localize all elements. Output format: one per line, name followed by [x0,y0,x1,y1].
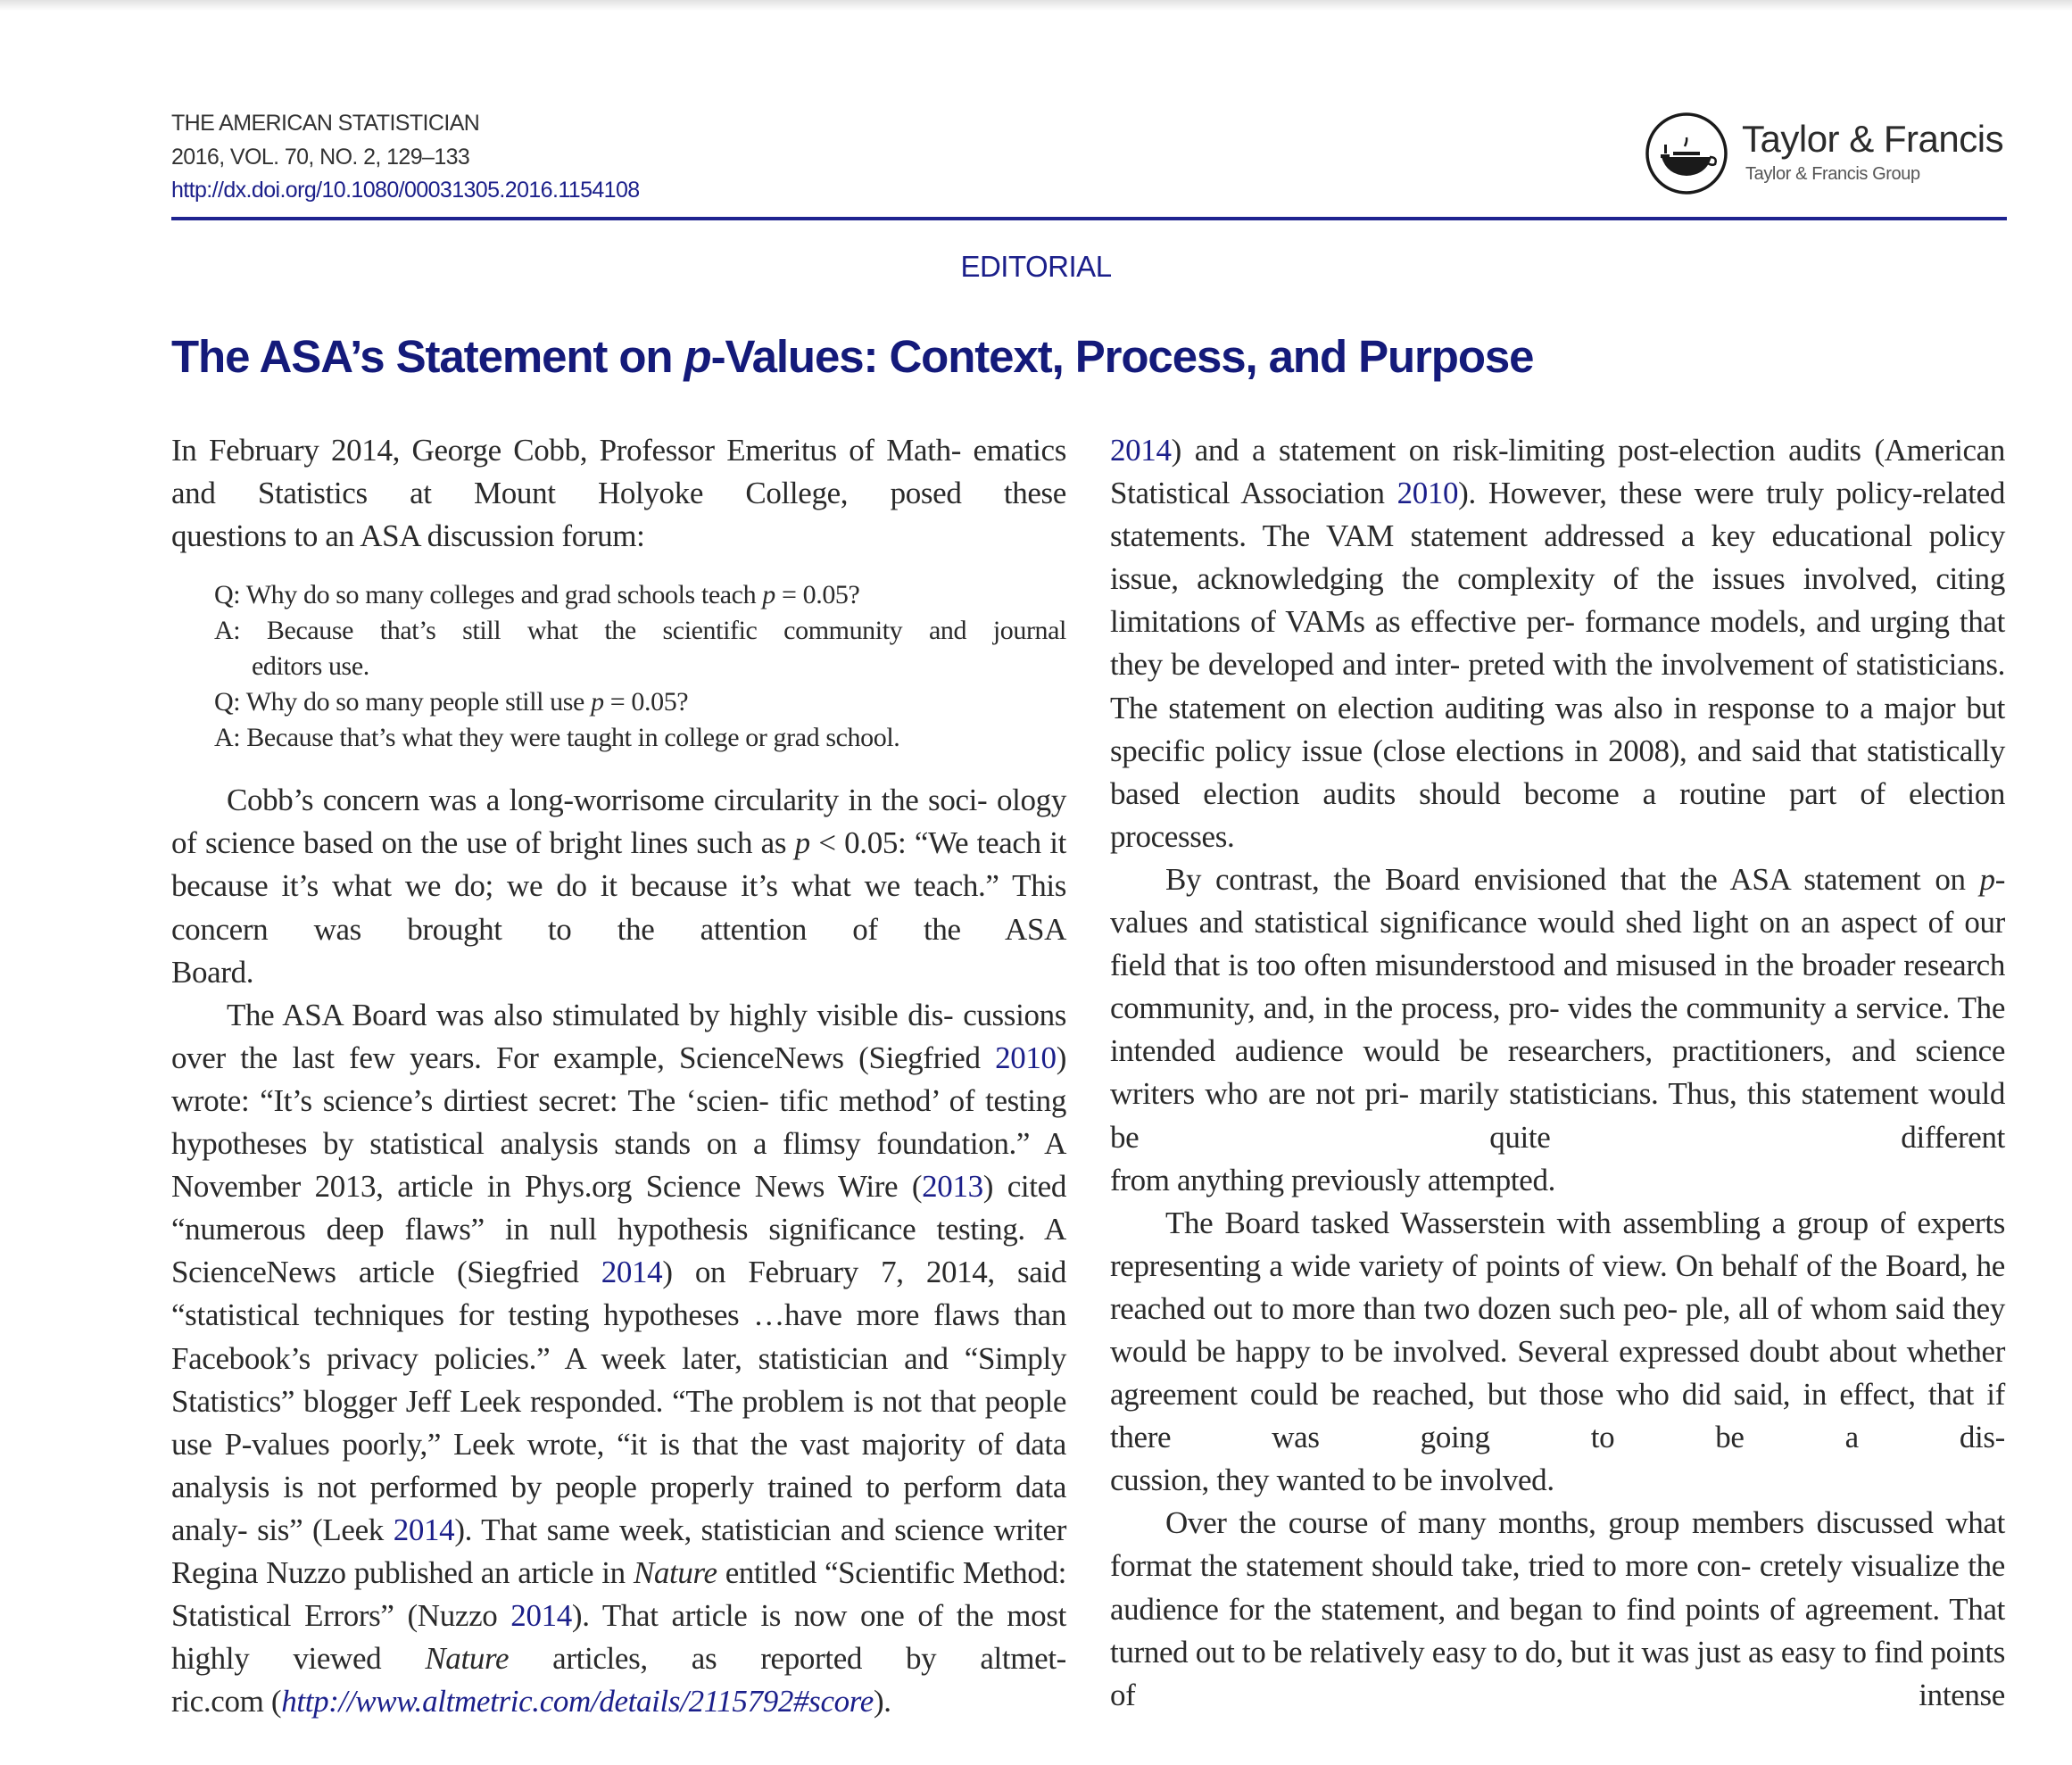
paragraph-cobb-concern-end [171,951,1066,994]
text-run: formance models, and urging that they be developed and inter- [1110,604,2005,683]
citation-link[interactable]: 2010 [1397,476,1459,511]
text-run: what format the statement should take, tried to more con- [1110,1505,2005,1584]
text-run: responded. “The problem is not that people use P-values poorly,” [171,1383,1066,1462]
text-run: Science News Wire ( [645,1169,923,1205]
paragraph-board-tasked [1110,1202,2005,1460]
paragraph-board-stimulated-end [171,1680,1066,1723]
citation-link[interactable]: 2014 [601,1255,663,1290]
text-run: Q: Why do so many people still use [214,687,592,717]
text-run: The Board tasked Wasserstein with assembling a group of [1165,1205,1906,1240]
header-divider [171,217,2007,220]
text-run: (Siegfried [858,1040,996,1075]
text-run: A: Because that’s what they were taught in college or grad school. [214,723,900,753]
text-run: policy issue (close elections in 2008), and said that statistically [1214,733,2005,768]
citation-link[interactable]: 2010 [995,1040,1057,1075]
text-run: cussions over the last few years. For example, ScienceNews [171,997,1067,1075]
text-run: marily statisticians. Thus, this statement would be quite different [1110,1076,2005,1155]
text-run: ). That same week, statistician and science writer [454,1512,1066,1547]
paragraph-policy-statements [1110,429,2005,816]
text-run: to find points of agreement. That turned out to be relatively [1110,1591,2006,1670]
text-run: = 0.05? [775,580,860,610]
text-run: In February 2014, George Cobb, Professor Emeritus of Math- [171,433,962,468]
paragraph-intro [171,429,1066,515]
text-run: cretely visualize the audience for the statement, and began [1110,1548,2005,1627]
text-run: Cobb’s concern was a long-worrisome circularity in the soci- [227,783,988,818]
text-run: in the broader research community, and, in the process, pro- [1110,948,2005,1026]
text-run: articles, as reported by altmet- [509,1641,1066,1677]
paragraph-by-contrast [1110,858,2005,1159]
paragraph-by-contrast-end [1110,1159,2005,1202]
citation-link[interactable]: 2013 [922,1169,983,1205]
text-run: By contrast, the Board envisioned that the ASA statement [1165,861,1921,897]
text-run: easy to do, but it was just as easy to find points of intense [1110,1634,2006,1712]
text-run: vides the community a service. The intended audience would be [1110,990,2005,1069]
title-text: The ASA’s Statement on [171,331,684,382]
text-run: expressed doubt about whether agreement could be reached, but [1110,1333,2006,1413]
qa-question [214,577,1066,613]
text-run: of the Board, he reached out to more than two dozen such peo- [1110,1247,2005,1326]
text-run: entitled “Scientific [717,1554,955,1590]
text-run: p [794,825,810,861]
text-run: ric.com ( [171,1684,282,1719]
text-run: ) wrote: “It’s science’s dirtiest secret: The ‘scien- [171,1040,1066,1118]
cobb-qa-block [214,577,1066,756]
text-run: aspect of our field that is too often misunderstood and misused [1110,905,2005,983]
text-run: ). However, these were [1458,476,1754,511]
text-run: cussion, they wanted to be involved. [1110,1463,1554,1498]
text-run: ology of science based on the use of bright lines such as [171,783,1066,861]
text-run: A: Because that’s still what the scientific community and journal [214,616,1066,646]
qa-question [214,684,1066,720]
text-run: editors use. [252,651,369,682]
text-run: on [1935,861,1980,897]
publisher-logo [1644,111,2010,196]
doi-link[interactable]: http://dx.doi.org/10.1080/00031305.2016.1154108 [171,178,640,203]
text-run: A week later, statistician and “Simply Statistics” blogger Jeff Leek [171,1340,1066,1419]
qa-answer-cont [214,649,1066,684]
text-run: = 0.05? [603,687,689,717]
text-run: ematics and Statistics at Mount Holyoke College, posed these [171,433,1066,511]
text-run: -values and statistical significance would shed light on an [1110,861,2005,941]
journal-issue: 2016, VOL. 70, NO. 2, 129–133 [171,144,470,170]
text-run: Nature [425,1641,510,1677]
qa-answer [214,613,1066,649]
journal-header [171,107,640,208]
text-run: Board. [171,954,254,990]
text-run: the issues involved, citing limitations of VAMs as effective per- [1110,561,2005,640]
text-run: Nature [633,1554,717,1590]
text-run: preted with the involvement of statisticians. The statement on [1110,647,2005,725]
text-run: performed by people properly trained to perform data analy- [171,1469,1067,1547]
paragraph-board-tasked-end [1110,1459,2005,1502]
text-run: hypothesis significance testing. A ScienceNews article (Siegfried [171,1212,1066,1290]
text-run: those who did said, in effect, that if there was going to be a dis- [1110,1377,2005,1455]
text-run: Method: Statistical Errors” (Nuzzo [171,1554,1066,1634]
text-run: ple, all of whom said they would be happy to be involved. Several [1110,1290,2006,1369]
journal-name: THE AMERICAN STATISTICIAN [171,111,480,136]
section-label: EDITORIAL [960,250,1112,283]
text-run: ) cited “numerous deep flaws” in null [171,1169,1066,1247]
paragraph-policy-statements-end [1110,816,2005,858]
text-run: based election audits should become a routine part of election [1110,775,2005,811]
altmetric-url-link[interactable]: http://www.altmetric.com/details/2115792#score [281,1684,874,1719]
text-run: p [1979,861,1995,897]
text-run: tific method’ of testing hypotheses by statistical analysis stands [171,1082,1066,1162]
text-run: election auditing was also in response to a major but specific [1110,690,2006,768]
text-run: ). [873,1684,891,1719]
publisher-group: Taylor & Francis Group [1745,164,1920,184]
paragraph-over-the-course [1110,1502,2005,1716]
right-column [1110,429,2005,1717]
text-run: p [762,580,775,610]
publisher-name: Taylor & Francis [1742,118,2004,160]
text-run: a key educational policy issue, acknowledging the complexity of [1110,518,2005,597]
text-run: processes. [1110,818,1235,854]
text-run: Over the course of many months, group members discussed [1165,1505,1934,1541]
title-text: -Values: Context, Process, and Purpose [710,331,1534,382]
text-run: hypotheses …have more flaws than Facebook’s privacy policies.” [171,1297,1066,1376]
text-run: The ASA Board was also stimulated by highly visible dis- [227,997,954,1032]
text-run: Leek wrote, “it is that the vast majority of data analysis is not [171,1426,1066,1504]
paragraph-cobb-concern [171,779,1066,950]
text-run: from anything previously attempted. [1110,1162,1556,1197]
text-run: Regina Nuzzo published an article in [171,1554,634,1590]
viewer-top-shadow [0,0,2072,11]
qa-answer [214,720,1066,756]
oil-lamp-logo-icon [1644,111,1729,196]
text-run: ) and a statement on risk-limiting post-election audits [1171,433,1861,468]
article-title [171,330,1533,383]
text-run: < 0.05: [809,825,907,861]
text-run: “We teach it because it’s what we do; we do it because it’s what [171,825,1066,904]
citation-link[interactable]: 2014 [393,1512,455,1547]
text-run: (American Statistical Association [1110,433,2005,511]
text-run: p [591,687,604,717]
text-run: ). That article is now one [571,1598,905,1634]
text-run: of the most highly viewed [171,1598,1066,1677]
text-run: Q: Why do so many colleges and grad schools teach [214,580,763,610]
text-run: questions to an ASA discussion forum: [171,518,645,554]
text-run: ) on February 7, 2014, said “statistical techniques for testing [171,1255,1066,1333]
text-run: we teach.” This concern was brought to the attention of the ASA [171,868,1066,947]
paragraph-board-stimulated [171,994,1066,1681]
citation-link[interactable]: 2014 [510,1598,572,1634]
text-run: sis” (Leek [257,1512,394,1547]
text-run: on a flimsy foundation.” A November 2013, article in Phys.org [171,1126,1067,1205]
text-run: researchers, practitioners, and science writers who are not pri- [1110,1033,2005,1112]
text-run: truly policy-related statements. The VAM statement addressed [1110,476,2006,554]
paragraph-intro-end [171,515,1066,558]
text-run: experts representing a wide variety of points of view. On behalf [1110,1205,2005,1283]
left-column [171,429,1066,1723]
citation-link[interactable]: 2014 [1110,433,1172,468]
title-p-italic: p [684,331,711,382]
